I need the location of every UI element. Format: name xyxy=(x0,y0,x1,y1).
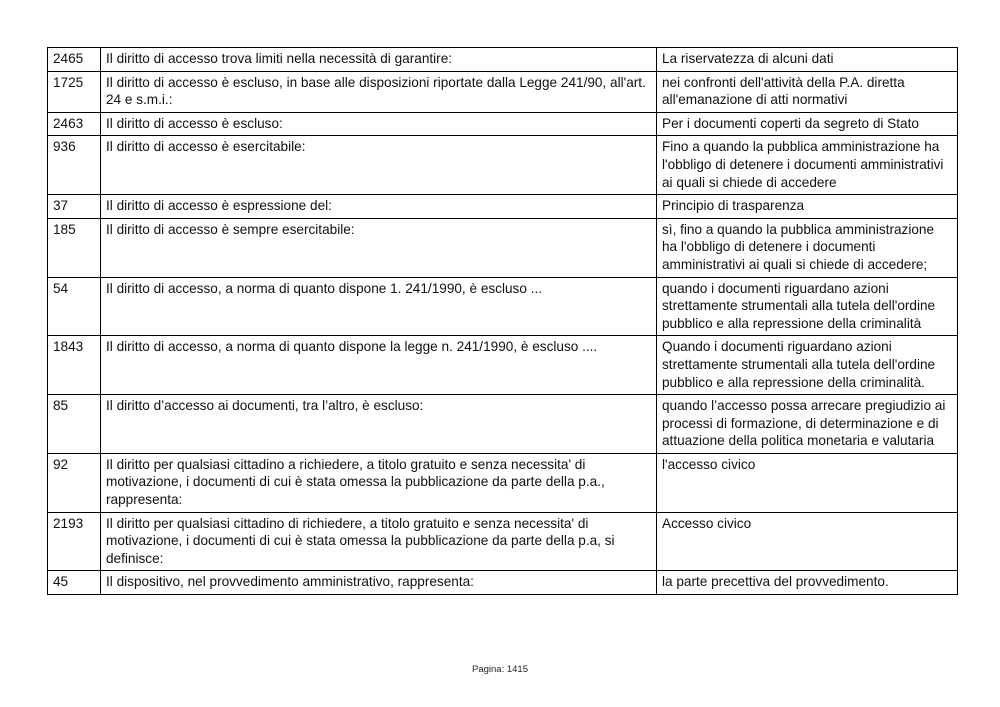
row-id: 54 xyxy=(48,277,101,336)
table-row xyxy=(48,71,958,112)
row-question: Il diritto per qualsiasi cittadino di richiedere, a titolo gratuito e senza necessita' di motivazione, i documenti di cui è stata omessa la pubblicazione da parte della p.a, si definisce: xyxy=(101,512,657,571)
row-id: 1725 xyxy=(48,71,101,112)
row-question: Il diritto di accesso è escluso: xyxy=(101,112,657,136)
row-id: 2463 xyxy=(48,112,101,136)
qa-table-body xyxy=(48,48,958,595)
table-row xyxy=(48,136,958,195)
row-id: 1843 xyxy=(48,336,101,395)
table-row xyxy=(48,48,958,72)
row-question: Il diritto di accesso, a norma di quanto dispone 1. 241/1990, è escluso ... xyxy=(101,277,657,336)
row-question: Il diritto per qualsiasi cittadino a richiedere, a titolo gratuito e senza necessita' di motivazione, i documenti di cui è stata omessa la pubblicazione da parte della p.a., rappresenta: xyxy=(101,453,657,512)
row-question: Il diritto di accesso è espressione del: xyxy=(101,195,657,219)
row-question: Il diritto di accesso trova limiti nella necessità di garantire: xyxy=(101,48,657,72)
row-id: 45 xyxy=(48,571,101,595)
table-row xyxy=(48,277,958,336)
row-answer: Quando i documenti riguardano azioni strettamente strumentali alla tutela dell'ordine pubblico e alla repressione della criminalità. xyxy=(657,336,958,395)
row-question: Il diritto di accesso è sempre esercitabile: xyxy=(101,218,657,277)
table-row xyxy=(48,218,958,277)
table-row xyxy=(48,395,958,454)
row-answer: Per i documenti coperti da segreto di Stato xyxy=(657,112,958,136)
table-row xyxy=(48,195,958,219)
row-id: 936 xyxy=(48,136,101,195)
row-id: 37 xyxy=(48,195,101,219)
row-answer: Accesso civico xyxy=(657,512,958,571)
row-answer: l'accesso civico xyxy=(657,453,958,512)
row-id: 92 xyxy=(48,453,101,512)
row-id: 185 xyxy=(48,218,101,277)
row-answer: la parte precettiva del provvedimento. xyxy=(657,571,958,595)
table-row xyxy=(48,571,958,595)
table-row xyxy=(48,453,958,512)
row-question: Il diritto d’accesso ai documenti, tra l’altro, è escluso: xyxy=(101,395,657,454)
row-answer: quando l’accesso possa arrecare pregiudizio ai processi di formazione, di determinazione e di attuazione della politica monetaria e valutaria xyxy=(657,395,958,454)
row-id: 2465 xyxy=(48,48,101,72)
row-id: 2193 xyxy=(48,512,101,571)
row-answer: nei confronti dell'attività della P.A. diretta all'emanazione di atti normativi xyxy=(657,71,958,112)
row-question: Il diritto di accesso è escluso, in base alle disposizioni riportate dalla Legge 241/90, all'art. 24 e s.m.i.: xyxy=(101,71,657,112)
row-answer: Principio di trasparenza xyxy=(657,195,958,219)
row-answer: quando i documenti riguardano azioni strettamente strumentali alla tutela dell'ordine pubblico e alla repressione della criminalità xyxy=(657,277,958,336)
row-question: Il diritto di accesso, a norma di quanto dispone la legge n. 241/1990, è escluso .... xyxy=(101,336,657,395)
page-number: Pagina: 1415 xyxy=(472,664,528,675)
row-answer: Fino a quando la pubblica amministrazione ha l'obbligo di detenere i documenti amministrativi ai quali si chiede di accedere xyxy=(657,136,958,195)
table-row xyxy=(48,512,958,571)
table-row xyxy=(48,112,958,136)
row-answer: La riservatezza di alcuni dati xyxy=(657,48,958,72)
row-answer: sì, fino a quando la pubblica amministrazione ha l'obbligo di detenere i documenti amministrativi ai quali si chiede di accedere; xyxy=(657,218,958,277)
row-question: Il diritto di accesso è esercitabile: xyxy=(101,136,657,195)
row-id: 85 xyxy=(48,395,101,454)
table-row xyxy=(48,336,958,395)
qa-table xyxy=(47,47,958,595)
row-question: Il dispositivo, nel provvedimento amministrativo, rappresenta: xyxy=(101,571,657,595)
